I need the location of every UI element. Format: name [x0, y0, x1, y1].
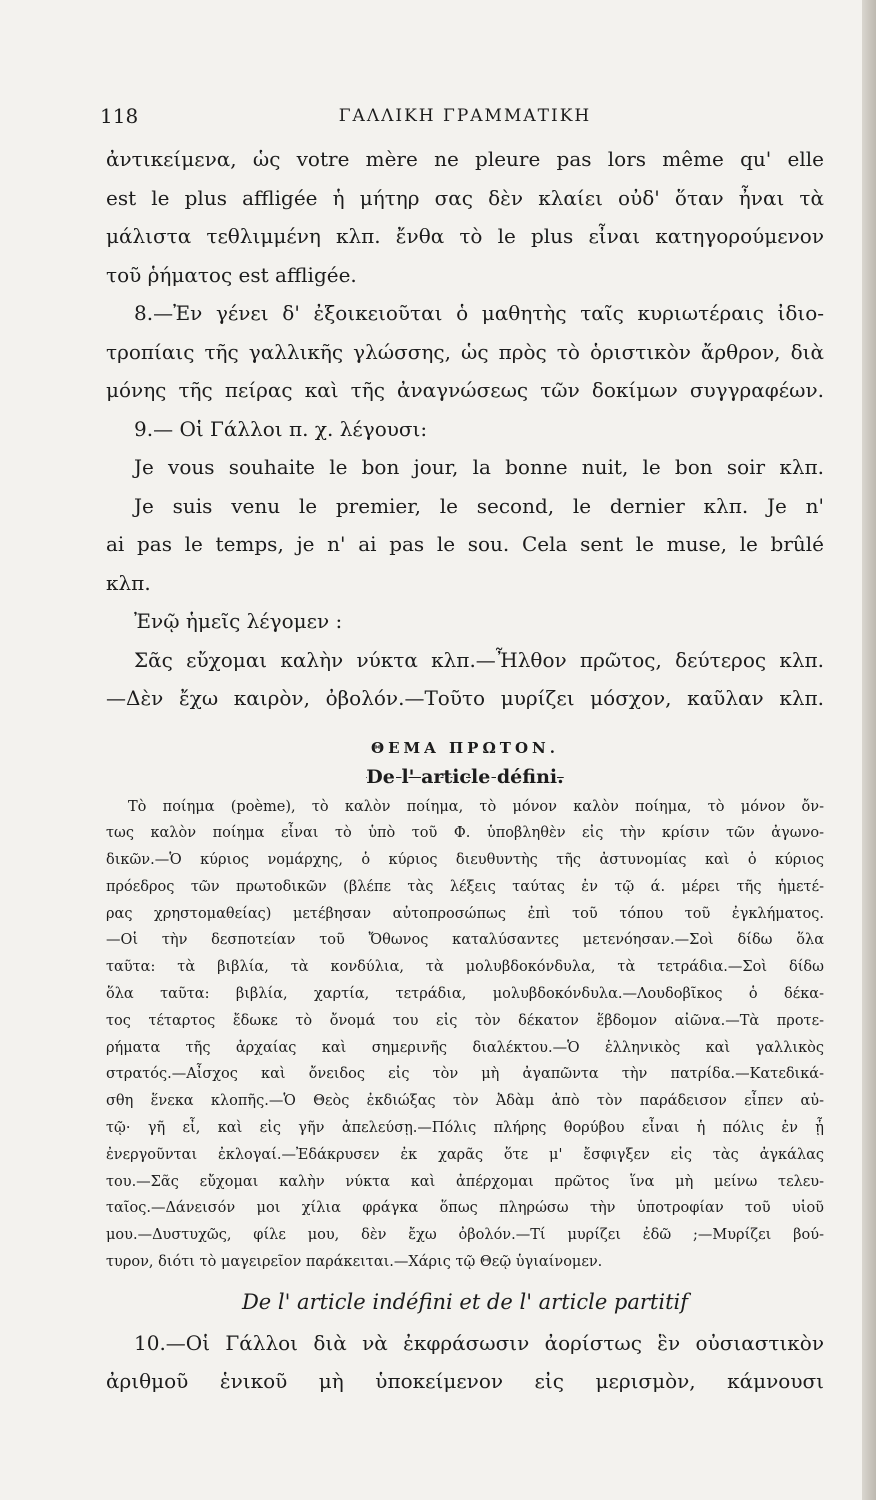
text-line: τοῦ ῥήματος est affligée.	[106, 262, 357, 287]
exercise-line: σθη ἕνεκα κλοπῆς.—Ὁ Θεὸς ἐκδιώξας τὸν Ἀδὰμ ἀπὸ τὸν παράδεισον εἶπεν αὐ-	[106, 1093, 824, 1110]
exercise-line: στρατός.—Αἶσχος καὶ ὄνειδος εἰς τὸν μὴ ἀγαπῶντα τὴν πατρίδα.—Κατεδικά-	[106, 1066, 824, 1083]
greek-equivalents	[106, 602, 824, 718]
exercise-line: —Οἱ τὴν δεσποτείαν τοῦ Ὄθωνος καταλύσαντες μετενόησαν.—Σοὶ δίδω ὅλα	[106, 932, 824, 949]
exercise-line: τος τέταρτος ἔδωκε τὸ ὄνομά του εἰς τὸν δέκατον ἕβδομον αἰῶνα.—Τὰ προτε-	[106, 1012, 824, 1029]
theme-title: ΘΕΜΑ ΠΡΩΤΟΝ.	[371, 738, 559, 757]
paragraph-10	[106, 1324, 824, 1400]
page-edge-shadow	[862, 0, 876, 1500]
exercise-line: τυρον, διότι τὸ μαγειρεῖον παράκειται.—Χάρις τῷ Θεῷ ὑγιαίνομεν.	[106, 1254, 603, 1271]
exercise-line: ἐνεργοῦνται ἐκλογαί.—Ἐδάκρυσεν ἐκ χαρᾶς ὅτε μ' ἔσφιγξεν εἰς τὰς ἀγκάλας	[106, 1146, 824, 1163]
running-title: ΓΑΛΛΙΚΗ ΓΡΑΜΜΑΤΙΚΗ	[338, 106, 592, 126]
exercise-line: τως καλὸν ποίημα εἶναι τὸ ὑπὸ τοῦ Φ. ὑποβληθὲν εἰς τὴν κρίσιν τῶν ἀγωνο-	[106, 825, 824, 842]
text-line: 8.—Ἐν γένει δ' ἐξοικειοῦται ὁ μαθητὴς ταῖς κυριωτέραις ἰδιο-	[134, 301, 824, 325]
page-header	[100, 104, 830, 134]
exercise-line: ταῦτα: τὰ βιβλία, τὰ κονδύλια, τὰ μολυβδοκόνδυλα, τὰ τετράδια.—Σοὶ δίδω	[106, 959, 824, 976]
text-line: ἀντικείμενα, ὡς votre mère ne pleure pas lors même qu' elle	[106, 147, 824, 171]
text-line: μόνης τῆς πείρας καὶ τῆς ἀναγνώσεως τῶν δοκίμων συγγραφέων.	[106, 378, 824, 402]
paragraph-8	[106, 294, 824, 410]
greek-example-line: —Δὲν ἔχω καιρὸν, ὀβολόν.—Τοῦτο μυρίζει μόσχον, καῦλαν κλπ.	[106, 686, 824, 710]
page-number: 118	[100, 104, 139, 128]
exercise-line: ρας χρηστομαθείας) μετέβησαν αὐτοπροσώπως ἐπὶ τοῦ τόπου τοῦ ἐγκλήματος.	[106, 905, 824, 922]
text-line: 10.—Οἱ Γάλλοι διὰ νὰ ἐκφράσωσιν ἀορίστως ἓν οὐσιαστικὸν	[134, 1330, 824, 1355]
exercise-line: ρήματα τῆς ἀρχαίας καὶ σημερινῆς διαλέκτου.—Ὁ ἑλληνικὸς καὶ γαλλικὸς	[106, 1039, 824, 1056]
exercise-line: ὅλα ταῦτα: βιβλία, χαρτία, τετράδια, μολυβδοκόνδυλα.—Λουδοβῖκος ὁ δέκα-	[106, 986, 824, 1003]
exercise-line: μου.—Δυστυχῶς, φίλε μου, δὲν ἔχω ὀβολόν.—Τί μυρίζει ἐδῶ ;—Μυρίζει βού-	[106, 1227, 824, 1244]
exercise-line: Τὸ ποίημα (poème), τὸ καλὸν ποίημα, τὸ μόνον καλὸν ποίημα, τὸ μόνον ὄν-	[128, 798, 824, 815]
greek-example-line: Σᾶς εὔχομαι καλὴν νύκτα κλπ.—Ἦλθον πρῶτος, δεύτερος κλπ.	[134, 647, 824, 672]
exercise-line: πρόεδρος τῶν πρωτοδικῶν (βλέπε τὰς λέξεις ταύτας ἐν τῷ ά. μέρει τῆς ἡμετέ-	[106, 878, 824, 895]
page-body	[106, 140, 824, 1400]
section-heading: De l' article indéfini et de l' article partitif	[241, 1289, 689, 1314]
french-example-line: κλπ.	[106, 570, 151, 595]
french-example-line: Je suis venu le premier, le second, le dernier κλπ. Je n'	[134, 493, 824, 518]
french-example-line: Je vous souhaite le bon jour, la bonne nuit, le bon soir κλπ.	[134, 455, 824, 479]
text-line: 9.— Οἱ Γάλλοι π. χ. λέγουσι:	[134, 416, 428, 441]
exercise-line: δικῶν.—Ὁ κύριος νομάρχης, ὁ κύριος διευθυντὴς τῆς ἀστυνομίας καὶ ὁ κύριος	[106, 852, 824, 869]
text-line: μάλιστα τεθλιμμένη κλπ. ἔνθα τὸ le plus εἶναι κατηγορούμενον	[106, 224, 824, 248]
exercise-line: τῷ· γῆ εἶ, καὶ εἰς γῆν ἀπελεύσῃ.—Πόλις πλήρης θορύβου εἶναι ἡ πόλις ἐν ᾗ	[106, 1120, 824, 1137]
exercise-line: ταῖος.—Δάνεισόν μοι χίλια φράγκα ὅπως πληρώσω τὴν ὑποτροφίαν τοῦ υἱοῦ	[106, 1200, 824, 1217]
paragraph-9	[106, 410, 824, 603]
exercise-text	[106, 794, 824, 1276]
paragraph-continuation	[106, 140, 824, 294]
exercise-line: του.—Σᾶς εὔχομαι καλὴν νύκτα καὶ ἀπέρχομαι πρῶτος ἵνα μὴ μείνω τελευ-	[106, 1173, 824, 1190]
french-example-line: ai pas le temps, je n' ai pas le sou. Cela sent le muse, le brûlé	[106, 532, 824, 556]
theme-subtitle: De l' article défini.	[366, 765, 564, 788]
text-line: τροπίαις τῆς γαλλικῆς γλώσσης, ὡς πρὸς τὸ ὁριστικὸν ἄρθρον, διὰ	[106, 339, 824, 364]
text-line: ἀριθμοῦ ἑνικοῦ μὴ ὑποκείμενον εἰς μερισμὸν, κάμνουσι	[106, 1368, 824, 1393]
text-line: est le plus affligée ἡ μήτηρ σας δὲν κλαίει οὐδ' ὅταν ἦναι τὰ	[106, 185, 824, 210]
text-line: Ἐνῷ ἡμεῖς λέγομεν :	[134, 609, 343, 633]
